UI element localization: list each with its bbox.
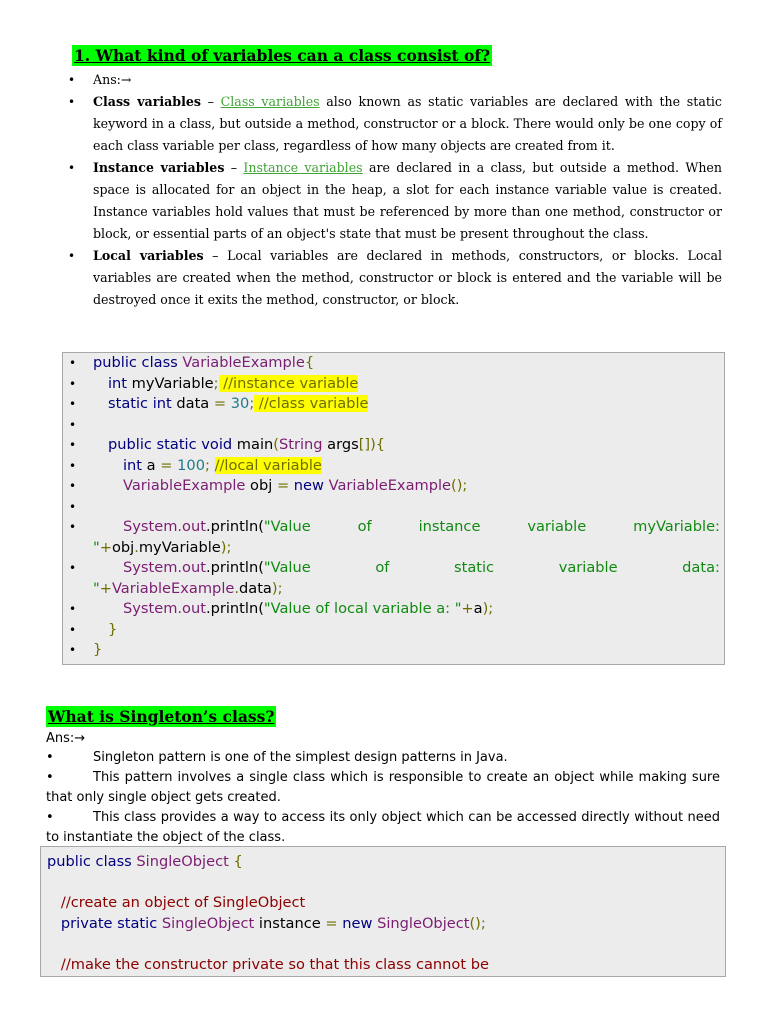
code-block-variable-example	[62, 352, 725, 665]
punctuation: .	[134, 538, 139, 556]
code-line-empty	[63, 497, 720, 518]
operator: +	[99, 579, 112, 597]
punctuation: ;	[213, 374, 219, 392]
code-line	[63, 599, 720, 620]
operator: =	[325, 914, 338, 932]
identifier: a	[142, 456, 161, 474]
string: variable	[527, 518, 587, 535]
keyword: public class	[47, 853, 137, 870]
item-text: This pattern involves a single class which is responsible to create an object while making sure that only single object gets created.	[46, 770, 720, 805]
code-line	[47, 893, 725, 914]
code-line	[63, 435, 720, 456]
item-text: also known as static variables are declared with the static keyword in a class, but outside a method, constructor or a block. There would only be one copy of each class variable per class, regardless of how many objects are created from it.	[93, 94, 722, 153]
comment-highlight: //instance variable	[218, 374, 359, 392]
keyword: public class	[93, 354, 183, 371]
identifier: data	[239, 579, 272, 597]
code-line	[63, 640, 720, 661]
punctuation: .	[234, 579, 239, 597]
punctuation: ;	[249, 395, 255, 412]
string: instance	[418, 518, 481, 535]
identifier: obj	[245, 477, 277, 494]
keyword: int	[108, 374, 128, 392]
code-line	[63, 456, 720, 477]
operator: =	[213, 395, 227, 412]
identifier: a	[473, 600, 483, 617]
identifier: instance	[254, 914, 326, 932]
identifier: myVariable	[138, 538, 221, 556]
term-local-variables: Local variables	[93, 248, 204, 263]
dash: –	[224, 160, 244, 175]
string: "	[93, 579, 100, 597]
class-name: VariableExample	[123, 477, 246, 494]
term-class-variables: Class variables	[93, 94, 201, 109]
operator: =	[160, 456, 173, 474]
class-name: System	[123, 559, 178, 576]
class-name: String	[278, 436, 323, 453]
string: "Value	[263, 559, 311, 576]
bullet: •	[46, 750, 54, 765]
question-1-answer-list	[46, 69, 722, 311]
code-line	[63, 476, 720, 497]
punctuation: ;	[205, 456, 210, 474]
punctuation: );	[271, 579, 283, 597]
answer-intro	[46, 69, 722, 91]
list-item	[46, 808, 720, 848]
punctuation: );	[482, 600, 494, 617]
brace: }	[108, 620, 118, 638]
question-2-heading: What is Singleton’s class?	[48, 707, 275, 726]
comment: //make the constructor private so that this class cannot be	[47, 955, 489, 973]
list-item	[46, 768, 720, 808]
comment-highlight: //class variable	[254, 395, 369, 412]
field: .out	[177, 600, 206, 617]
bullet: •	[46, 770, 54, 785]
code-line	[47, 914, 725, 935]
keyword: int	[123, 456, 143, 474]
string: of	[357, 518, 372, 535]
list-item-local-variables	[46, 245, 722, 311]
item-text: Singleton pattern is one of the simplest design patterns in Java.	[93, 750, 508, 765]
keyword: public static void	[108, 436, 233, 453]
comment-highlight: //local variable	[214, 456, 322, 474]
punctuation: ();	[451, 477, 468, 494]
class-name: VariableExample	[182, 354, 305, 371]
identifier: myVariable	[127, 374, 214, 392]
operator: +	[461, 600, 474, 617]
brace: }	[93, 641, 103, 658]
code-line-empty	[47, 934, 725, 955]
method: .println(	[205, 559, 264, 576]
class-name: System	[123, 518, 178, 535]
string: myVariable:	[633, 518, 720, 535]
item-text: are declared in a class, but outside a method. When space is allocated for an object in the heap, a slot for each instance variable value is created. Instance variables hold values that must be referenced by more than one method, constructor or block, or essential parts of an object's state that must be present throughout the class.	[93, 160, 722, 241]
class-name: VariableExample	[328, 477, 452, 494]
punctuation: (	[273, 436, 279, 453]
code-line	[63, 394, 720, 415]
code-line	[47, 955, 725, 976]
bullet: •	[46, 810, 54, 825]
field: .out	[177, 559, 206, 576]
code-line	[47, 852, 725, 873]
code-line	[63, 353, 720, 374]
code-block-single-object	[40, 846, 726, 977]
identifier: main	[232, 436, 274, 453]
comment: //create an object of SingleObject	[47, 894, 306, 911]
operator: +	[99, 538, 112, 556]
punctuation: []){	[358, 436, 386, 453]
class-name: SingleObject	[136, 853, 229, 870]
code-line-empty	[47, 873, 725, 894]
string: static	[454, 559, 495, 576]
link-class-variables[interactable]: Class variables	[220, 94, 320, 109]
question-1-heading: 1. What kind of variables can a class consist of?	[74, 46, 491, 65]
ans-label: Ans:→	[93, 72, 132, 87]
identifier: obj	[111, 538, 135, 556]
identifier: data	[171, 395, 214, 412]
code-line-empty	[63, 415, 720, 436]
code-line	[63, 558, 720, 599]
dash: –	[203, 248, 228, 263]
field: .out	[177, 518, 206, 535]
method: .println(	[205, 600, 264, 617]
item-text: Local variables are declared in methods, constructors, or blocks. Local variables are created when the method, constructor or block is entered and the variable will be destroyed once it exits the method, constructor, or block.	[93, 248, 722, 307]
method: .println(	[205, 518, 264, 535]
keyword: static int	[108, 395, 172, 412]
identifier: args	[322, 436, 359, 453]
punctuation: );	[220, 538, 232, 556]
list-item	[46, 748, 720, 768]
code-line	[63, 374, 720, 395]
punctuation: {	[228, 853, 243, 870]
class-name: VariableExample	[111, 579, 235, 597]
number: 100	[172, 456, 205, 474]
code-line	[63, 517, 720, 558]
string: "	[93, 538, 100, 556]
ans-label: Ans:→	[46, 731, 86, 746]
question-2-answer-list	[46, 748, 720, 848]
code-line	[63, 620, 720, 641]
link-instance-variables[interactable]: Instance variables	[243, 160, 363, 175]
class-name: SingleObject	[377, 914, 470, 932]
string: variable	[558, 559, 618, 576]
punctuation: {	[304, 354, 315, 371]
list-item-class-variables	[46, 91, 722, 157]
string: "Value	[263, 518, 311, 535]
punctuation: ();	[469, 914, 486, 932]
string: data:	[682, 559, 720, 576]
keyword: private static	[47, 914, 162, 932]
list-item-instance-variables	[46, 157, 722, 245]
keyword: new	[289, 477, 329, 494]
string: of	[375, 559, 390, 576]
operator: =	[276, 477, 290, 494]
item-text: This class provides a way to access its only object which can be accessed directly without need to instantiate the object of the class.	[46, 810, 720, 845]
dash: –	[200, 94, 221, 109]
keyword: new	[337, 914, 378, 932]
string: "Value of local variable a: "	[263, 600, 462, 617]
class-name: SingleObject	[161, 914, 255, 932]
class-name: System	[123, 600, 178, 617]
term-instance-variables: Instance variables	[93, 160, 225, 175]
number: 30	[226, 395, 250, 412]
